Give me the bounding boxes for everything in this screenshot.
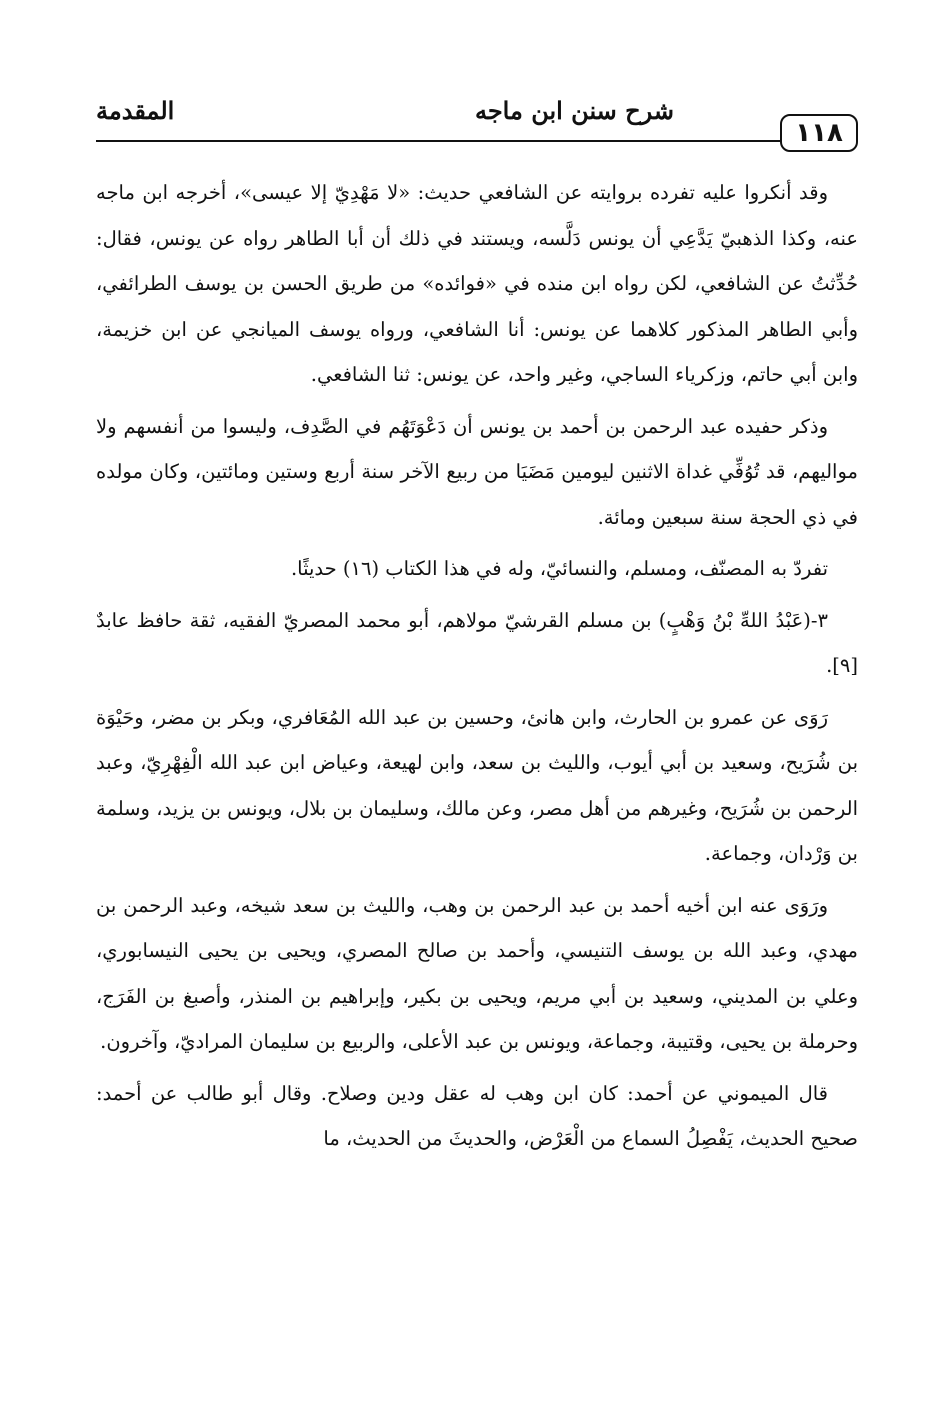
paragraph: وقد أنكروا عليه تفرده بروايته عن الشافعي حديث: «لا مَهْدِيّ إلا عيسى»، أخرجه ابن ماجه عنه، وكذا الذهبيّ يَدَّعِي أن يونس دَلَّسه، ويستند في ذلك أن أبا الطاهر رواه عن يونس، فقال: حُدِّثتُ عن الشافعي، لكن رواه ابن منده في «فوائده» من طريق الحسن بن يوسف الطرائفي، وأبي الطاهر المذكور كلاهما عن يونس: أنا الشافعي، ورواه يوسف الميانجي عن ابن خزيمة، وابن أبي حاتم، وزكرياء الساجي، وغير واحد، عن يونس: ثنا الشافعي. (96, 181, 858, 386)
book-title: شرح سنن ابن ماجه (474, 96, 674, 125)
page-header (96, 92, 858, 152)
section-title: المقدمة (96, 96, 175, 125)
paragraph: قال الميموني عن أحمد: كان ابن وهب له عقل ودين وصلاح. وقال أبو طالب عن أحمد: صحيح الحديث، يَفْصِلُ السماع من الْعَرْض، والحديثَ من الحديث، ما (96, 1081, 858, 1150)
paragraph: وذكر حفيده عبد الرحمن بن أحمد بن يونس أن دَعْوَتَهُم في الصَّدِف، وليسوا من أنفسهم ولا مواليهم، قد تُوُفِّي غداة الاثنين ليومين مَضَيَا من ربيع الآخر سنة أربع وستين ومائتين، وكان مولده في ذي الحجة سنة سبعين ومائة. (96, 414, 858, 529)
paragraph: تفردّ به المصنّف، ومسلم، والنسائيّ، وله في هذا الكتاب (١٦) حديثًا. (290, 557, 828, 580)
page-number: ١١٨ (780, 114, 858, 152)
header-divider (96, 140, 784, 142)
paragraph: رَوَى عن عمرو بن الحارث، وابن هانئ، وحسين بن عبد الله المُعَافري، وبكر بن مضر، وحَيْوَة بن شُرَيح، وسعيد بن أبي أيوب، والليث بن سعد، وابن لهيعة، وعياض ابن عبد الله الْفِهْرِيّ، وعبد الرحمن بن شُرَيح، وغيرهم من أهل مصر، وعن مالك، وسليمان بن بلال، ويونس بن يزيد، وسلمة بن وَرْدان، وجماعة. (96, 705, 858, 865)
paragraph: ورَوَى عنه ابن أخيه أحمد بن عبد الرحمن بن وهب، والليث بن سعد شيخه، وعبد الرحمن بن مهدي، وعبد الله بن يوسف التنيسي، وأحمد بن صالح المصري، ويحيى بن يحيى النيسابوري، وعلي بن المديني، وسعيد بن أبي مريم، ويحيى بن بكير، وإبراهيم بن المنذر، وأصبغ بن الفَرَج، وحرملة بن يحيى، وقتيبة، وجماعة، ويونس بن عبد الأعلى، والربيع بن سليمان المراديّ، وآخرون. (96, 893, 858, 1053)
page-body (96, 170, 858, 1162)
narrator-entry: ٣-(عَبْدُ اللهِّ بْنُ وَهْبٍ) بن مسلم القرشيّ مولاهم، أبو محمد المصريّ الفقيه، ثقة حافظ عابدٌ [٩]. (96, 608, 858, 677)
